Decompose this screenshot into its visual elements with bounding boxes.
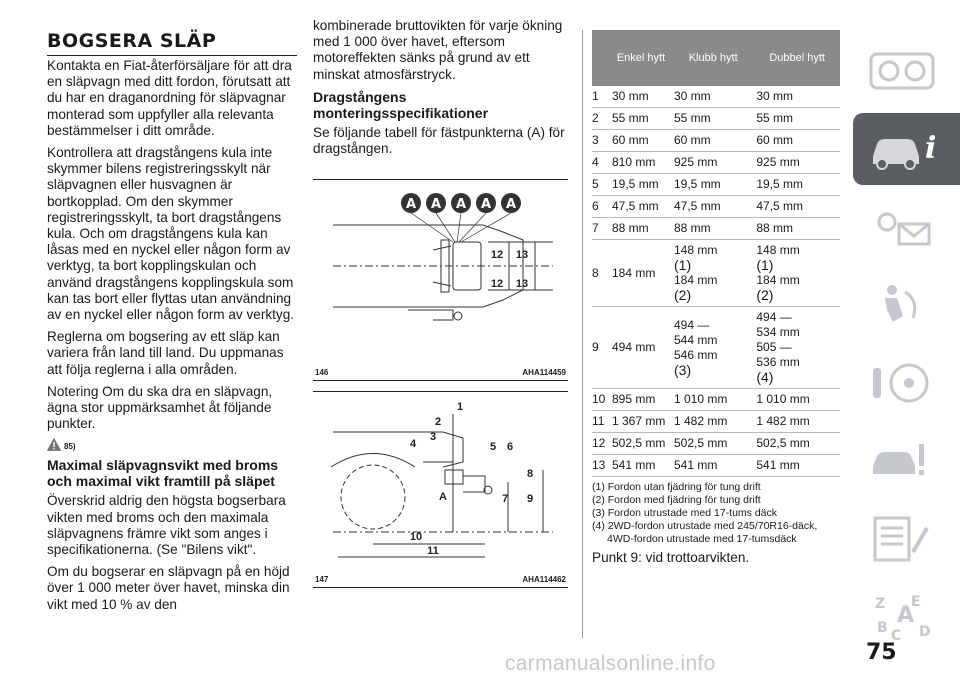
cell-line: 505 — <box>756 340 792 354</box>
figure-code: AHA114462 <box>522 575 566 585</box>
paragraph: Se följande tabell för fästpunkterna (A) för dragstången. <box>313 124 565 157</box>
footnote: (2) Fordon med fjädring för tung drift <box>592 494 761 506</box>
fig-label: A <box>430 197 442 213</box>
cell-line: 494 — <box>674 317 710 332</box>
tab-safety[interactable] <box>853 269 960 341</box>
hitch-spec-table <box>592 30 840 477</box>
table-row <box>592 86 840 108</box>
svg-text:A: A <box>897 603 915 628</box>
svg-text:E: E <box>911 594 921 610</box>
table-row <box>592 455 840 477</box>
subheading: Maximal släpvagnsvikt med broms och maximal vikt framtill på släpet <box>47 457 279 490</box>
cell: 925 mm <box>754 152 840 174</box>
cell: 19,5 mm <box>672 174 754 196</box>
fig-label: 2 <box>434 416 442 429</box>
table-header-row <box>592 30 840 86</box>
cell: 925 mm <box>672 152 754 174</box>
column-2 <box>313 18 568 588</box>
hitch-top-view-illustration <box>313 180 568 366</box>
footnote-marker: (4) <box>756 369 774 385</box>
row-number: 13 <box>592 455 610 477</box>
cell: 55 mm <box>754 108 840 130</box>
cell: 88 mm <box>754 218 840 240</box>
cell: 19,5 mm <box>754 174 840 196</box>
table-row <box>592 152 840 174</box>
cell-line: 184 mm <box>756 273 800 287</box>
footnote: 4WD-fordon utrustade med 17-tumsdäck <box>607 533 797 545</box>
row-number: 8 <box>592 240 610 307</box>
steering-start-icon <box>867 358 937 408</box>
paragraph: Reglerna om bogsering av ett släp kan variera från land till land. Du uppmanas att följa reglerna i alla områden. <box>47 329 284 377</box>
point-note: Punkt 9: vid trottoarvikten. <box>592 550 750 565</box>
fig-label: A <box>505 197 517 213</box>
airbag-safety-icon <box>867 280 937 330</box>
figure-146 <box>313 179 568 381</box>
cell-line: 536 mm <box>756 355 800 369</box>
paragraph: Notering Om du ska dra en släpvagn, ägna stor uppmärksamhet åt följande punkter. <box>47 383 273 432</box>
warning-lights-icon <box>867 202 937 252</box>
table-header <box>592 30 610 86</box>
cell: 60 mm <box>754 130 840 152</box>
paragraph: Överskrid aldrig den högsta bogserbara vikten med broms och den maximala släpvagnens främre vikt som anges i specifikationerna. (Se "Bilens vikt". <box>47 493 286 558</box>
row-number: 3 <box>592 130 610 152</box>
cell: 19,5 mm <box>610 174 672 196</box>
column-3 <box>592 30 840 565</box>
chapter-tab-rail <box>853 35 960 659</box>
cell: 502,5 mm <box>610 433 672 455</box>
table-row <box>592 240 840 307</box>
cell: 55 mm <box>672 108 754 130</box>
cell-line: 544 mm <box>674 332 718 347</box>
fig-label: A <box>405 197 417 213</box>
cell-line: 184 mm <box>674 273 718 287</box>
footnote: (3) Fordon utrustade med 17-tums däck <box>592 507 778 519</box>
table-row <box>592 433 840 455</box>
cell-line: 148 mm <box>674 243 718 257</box>
cell: 88 mm <box>610 218 672 240</box>
tab-emergency[interactable] <box>853 425 960 497</box>
cell-line: 546 mm <box>674 347 718 362</box>
cell: 184 mm <box>610 240 672 307</box>
maintenance-list-icon <box>867 514 937 564</box>
svg-text:D: D <box>919 624 931 640</box>
fig-label: 11 <box>427 545 439 558</box>
row-number: 12 <box>592 433 610 455</box>
table-row <box>592 108 840 130</box>
warning-ref-number: 85) <box>64 442 76 452</box>
cell: 88 mm <box>672 218 754 240</box>
cell: 30 mm <box>672 86 754 108</box>
cell: 60 mm <box>672 130 754 152</box>
warning-triangle-icon <box>47 438 61 451</box>
watermark: carmanualsonline.info <box>505 652 716 675</box>
fig-label: 1 <box>456 401 464 414</box>
dashboard-icon <box>867 46 937 96</box>
cell: 502,5 mm <box>672 433 754 455</box>
fig-label: 5 <box>489 441 497 454</box>
row-number: 7 <box>592 218 610 240</box>
cell: 502,5 mm <box>754 433 840 455</box>
footnote-marker: (1) <box>756 257 774 273</box>
fig-label: A <box>455 197 467 213</box>
row-number: 2 <box>592 108 610 130</box>
table-row <box>592 411 840 433</box>
fig-label: 8 <box>526 468 534 481</box>
cell: 47,5 mm <box>754 196 840 218</box>
paragraph: Kontrollera att dragstångens kula inte skymmer bilens registreringsskylt när släpvagnen eller husvagnen är bortkopplad. Om den skymmer registreringsskylt, ta bort dragstångens kula. Och om dragstångens kula kan låsas med en nyckel eller någon form av verktyg, ta bort kopplingskulan och använd dragstångens kopplingskula som kan tas bort eller flyttas utan användning av en nyckel eller någon form av verktyg. <box>47 145 295 323</box>
footnote-marker: (3) <box>674 361 692 378</box>
tab-start-drive[interactable] <box>853 347 960 419</box>
figure-number: 146 <box>315 368 329 378</box>
fig-label: 4 <box>409 438 417 451</box>
row-number: 11 <box>592 411 610 433</box>
fig-label: A <box>480 197 492 213</box>
cell: 30 mm <box>610 86 672 108</box>
svg-text:C: C <box>891 628 902 642</box>
fig-label: 6 <box>506 441 514 454</box>
fig-label: 9 <box>526 493 534 506</box>
cell: 810 mm <box>610 152 672 174</box>
cell: 47,5 mm <box>672 196 754 218</box>
table-row <box>592 196 840 218</box>
cell-line: 534 mm <box>756 325 800 339</box>
paragraph: kombinerade bruttovikten för varje ökning med 1 000 över havet, eftersom motoreffekten sänks på grund av ett minskat atmosfärstryck. <box>313 18 563 82</box>
table-footnotes <box>592 481 840 546</box>
cell: 30 mm <box>754 86 840 108</box>
cell <box>754 240 840 307</box>
table-row <box>592 174 840 196</box>
fig-label: 13 <box>515 278 529 291</box>
table-header: Dubbel hytt <box>754 30 840 86</box>
tab-dashboard[interactable] <box>853 35 960 107</box>
fig-label: 7 <box>501 493 509 506</box>
table-row <box>592 307 840 389</box>
figure-code: AHA114459 <box>522 368 566 378</box>
fig-label: 10 <box>409 531 423 544</box>
cell: 541 mm <box>754 455 840 477</box>
column-divider <box>582 30 583 638</box>
figure-number: 147 <box>315 575 329 585</box>
table-header: Klubb hytt <box>672 30 754 86</box>
cell: 55 mm <box>610 108 672 130</box>
cell: 1 010 mm <box>672 389 754 411</box>
warning-reference[interactable] <box>47 438 297 451</box>
row-number: 9 <box>592 307 610 389</box>
table-row <box>592 218 840 240</box>
cell: 895 mm <box>610 389 672 411</box>
footnote: (1) Fordon utan fjädring för tung drift <box>592 481 761 493</box>
row-number: 6 <box>592 196 610 218</box>
fig-label: A <box>439 491 447 504</box>
subheading: Dragstångens monteringsspecifikationer <box>313 88 489 121</box>
fig-label: 12 <box>490 249 504 262</box>
fig-label: 3 <box>429 431 437 444</box>
footnote-marker: (1) <box>674 257 692 273</box>
table-header: Enkel hytt <box>610 30 672 86</box>
table-row <box>592 389 840 411</box>
tab-maintenance[interactable] <box>853 503 960 575</box>
svg-text:B: B <box>877 620 888 636</box>
row-number: 4 <box>592 152 610 174</box>
page-number: 75 <box>866 640 897 665</box>
cell: 47,5 mm <box>610 196 672 218</box>
fig-label: 12 <box>490 278 504 291</box>
cell: 1 482 mm <box>754 411 840 433</box>
row-number: 1 <box>592 86 610 108</box>
index-icon <box>867 592 937 642</box>
cell: 1 367 mm <box>610 411 672 433</box>
svg-text:Z: Z <box>875 596 886 612</box>
car-info-icon <box>867 124 941 174</box>
paragraph: Om du bogserar en släpvagn på en höjd över 1 000 meter över havet, minska din vikt med 10 % av den <box>47 564 290 612</box>
cell <box>672 307 754 389</box>
tab-warning-lights[interactable] <box>853 191 960 263</box>
hitch-side-view-illustration <box>313 392 568 572</box>
paragraph: Kontakta en Fiat-återförsäljare för att dra en släpvagn med ditt fordon, förutsatt att du har en draganordning för släpvagnar monterad som uppfyller alla relevanta bestämmelser i ditt område. <box>47 58 292 138</box>
cell: 1 482 mm <box>672 411 754 433</box>
footnote-marker: (2) <box>674 287 692 303</box>
cell: 494 mm <box>610 307 672 389</box>
cell <box>672 240 754 307</box>
emergency-car-icon <box>867 436 937 486</box>
section-title: BOGSERA SLÄP <box>47 30 297 56</box>
tab-car-info[interactable] <box>853 113 960 185</box>
svg-text:i: i <box>925 131 937 166</box>
cell <box>754 307 840 389</box>
cell: 1 010 mm <box>754 389 840 411</box>
cell: 541 mm <box>610 455 672 477</box>
row-number: 10 <box>592 389 610 411</box>
fig-label: 13 <box>515 249 529 262</box>
cell: 541 mm <box>672 455 754 477</box>
column-1 <box>47 30 297 619</box>
footnote: (4) 2WD-fordon utrustade med 245/70R16-däck, <box>592 520 818 532</box>
row-number: 5 <box>592 174 610 196</box>
table-row <box>592 130 840 152</box>
figure-147 <box>313 391 568 588</box>
footnote-marker: (2) <box>756 287 774 303</box>
cell-line: 494 — <box>756 310 792 324</box>
cell: 60 mm <box>610 130 672 152</box>
cell-line: 148 mm <box>756 243 800 257</box>
